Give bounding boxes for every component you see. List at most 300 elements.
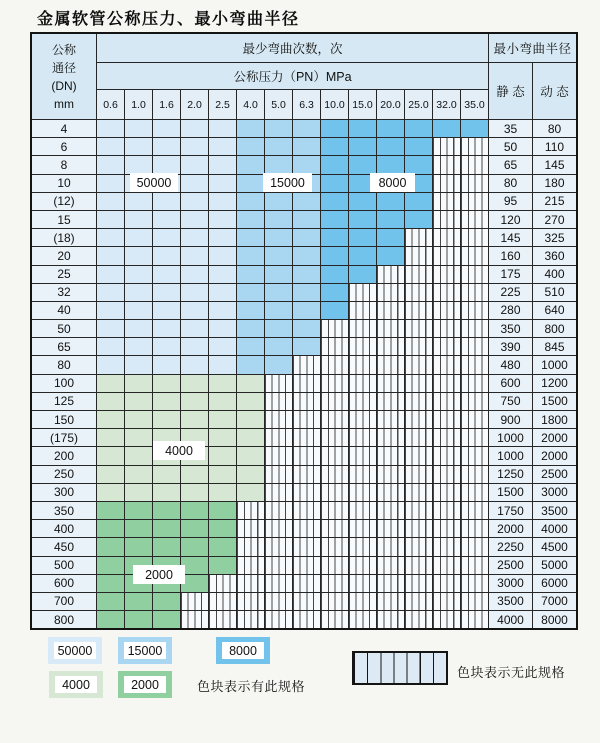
no-spec-cell <box>321 593 348 610</box>
bend-spec-cell <box>125 229 152 246</box>
bend-spec-cell <box>181 320 208 337</box>
bend-spec-cell <box>321 120 348 137</box>
bend-spec-cell <box>97 302 124 319</box>
no-spec-cell <box>321 520 348 537</box>
no-spec-cell <box>377 466 404 483</box>
no-spec-cell <box>349 575 376 592</box>
no-spec-cell <box>349 447 376 464</box>
bend-spec-cell <box>265 266 292 283</box>
dn-cell: 10 <box>32 175 96 192</box>
bend-spec-cell <box>125 429 152 446</box>
legend-swatch-50000 <box>48 637 102 664</box>
region-label-15000: 15000 <box>263 173 312 192</box>
dn-cell: 100 <box>32 375 96 392</box>
bend-spec-cell <box>97 375 124 392</box>
bend-spec-cell <box>349 120 376 137</box>
bend-spec-cell <box>209 466 236 483</box>
no-spec-cell <box>405 229 432 246</box>
no-spec-cell <box>461 138 488 155</box>
bend-spec-cell <box>125 302 152 319</box>
no-spec-cell <box>321 557 348 574</box>
bend-spec-cell <box>97 429 124 446</box>
no-spec-cell <box>237 538 264 555</box>
bend-spec-cell <box>237 411 264 428</box>
dynamic-value-cell: 4000 <box>533 520 576 537</box>
no-spec-cell <box>377 557 404 574</box>
dn-cell: 250 <box>32 466 96 483</box>
bend-spec-cell <box>377 156 404 173</box>
no-spec-cell <box>405 356 432 373</box>
no-spec-cell <box>433 229 460 246</box>
bend-spec-cell <box>321 229 348 246</box>
no-spec-cell <box>293 393 320 410</box>
no-spec-cell <box>293 375 320 392</box>
legend-swatch-label: 4000 <box>55 676 97 693</box>
bend-spec-cell <box>265 247 292 264</box>
no-spec-cell <box>265 538 292 555</box>
bend-spec-cell <box>237 375 264 392</box>
no-spec-cell <box>265 375 292 392</box>
no-spec-cell <box>433 211 460 228</box>
bend-spec-cell <box>349 138 376 155</box>
bend-spec-cell <box>209 375 236 392</box>
no-spec-cell <box>349 429 376 446</box>
no-spec-cell <box>433 520 460 537</box>
legend-swatch-label: 50000 <box>54 642 96 659</box>
bend-spec-cell <box>97 193 124 210</box>
dynamic-value-cell: 2500 <box>533 466 576 483</box>
bend-spec-cell <box>153 502 180 519</box>
bend-spec-cell <box>237 393 264 410</box>
static-value-cell: 750 <box>489 393 532 410</box>
no-spec-cell <box>349 520 376 537</box>
no-spec-cell <box>461 611 488 628</box>
bend-spec-cell <box>153 538 180 555</box>
bend-spec-cell <box>349 266 376 283</box>
no-spec-cell <box>405 284 432 301</box>
legend-swatch-15000 <box>118 637 172 664</box>
bend-spec-cell <box>293 266 320 283</box>
bend-cycles-header: 最少弯曲次数，次 <box>97 34 488 62</box>
no-spec-cell <box>461 466 488 483</box>
no-spec-cell <box>461 375 488 392</box>
bend-spec-cell <box>153 193 180 210</box>
bend-spec-cell <box>181 375 208 392</box>
no-spec-cell <box>293 411 320 428</box>
dn-cell: (18) <box>32 229 96 246</box>
no-spec-cell <box>405 447 432 464</box>
bend-spec-cell <box>125 211 152 228</box>
bend-spec-cell <box>237 466 264 483</box>
bend-spec-cell <box>237 120 264 137</box>
static-value-cell: 160 <box>489 247 532 264</box>
no-spec-cell <box>461 338 488 355</box>
bend-spec-cell <box>153 266 180 283</box>
no-spec-cell <box>265 466 292 483</box>
no-spec-cell <box>321 375 348 392</box>
bend-spec-cell <box>97 557 124 574</box>
bend-spec-cell <box>293 229 320 246</box>
bend-spec-cell <box>181 356 208 373</box>
no-spec-cell <box>405 375 432 392</box>
no-spec-cell <box>321 484 348 501</box>
no-spec-cell <box>237 593 264 610</box>
bend-spec-cell <box>181 466 208 483</box>
bend-spec-cell <box>125 356 152 373</box>
no-spec-cell <box>377 284 404 301</box>
no-spec-cell <box>377 429 404 446</box>
bend-spec-cell <box>181 211 208 228</box>
dynamic-value-cell: 110 <box>533 138 576 155</box>
bend-spec-cell <box>153 320 180 337</box>
no-spec-cell <box>461 393 488 410</box>
no-spec-cell <box>265 429 292 446</box>
bend-spec-cell <box>97 411 124 428</box>
no-spec-cell <box>405 338 432 355</box>
spec-table-grid <box>30 32 578 630</box>
no-spec-cell <box>349 593 376 610</box>
bend-spec-cell <box>209 120 236 137</box>
bend-spec-cell <box>209 175 236 192</box>
no-spec-cell <box>265 484 292 501</box>
static-value-cell: 4000 <box>489 611 532 628</box>
bend-spec-cell <box>97 520 124 537</box>
no-spec-cell <box>349 302 376 319</box>
static-value-cell: 145 <box>489 229 532 246</box>
bend-spec-cell <box>153 375 180 392</box>
bend-spec-cell <box>209 247 236 264</box>
dn-header-line: mm <box>54 96 74 111</box>
bend-spec-cell <box>377 138 404 155</box>
dn-cell: 32 <box>32 284 96 301</box>
no-spec-cell <box>433 538 460 555</box>
pressure-col-header-2.0: 2.0 <box>181 90 208 119</box>
bend-spec-cell <box>97 320 124 337</box>
no-spec-cell <box>433 156 460 173</box>
bend-spec-cell <box>125 120 152 137</box>
bend-spec-cell <box>125 466 152 483</box>
dn-cell: 50 <box>32 320 96 337</box>
bend-spec-cell <box>181 156 208 173</box>
bend-spec-cell <box>125 593 152 610</box>
static-value-cell: 80 <box>489 175 532 192</box>
pressure-col-header-1.6: 1.6 <box>153 90 180 119</box>
static-value-cell: 3000 <box>489 575 532 592</box>
no-spec-cell <box>405 411 432 428</box>
no-spec-cell <box>405 538 432 555</box>
no-spec-cell <box>321 320 348 337</box>
bend-spec-cell <box>153 356 180 373</box>
bend-spec-cell <box>125 447 152 464</box>
no-spec-cell <box>433 302 460 319</box>
no-spec-cell <box>293 484 320 501</box>
no-spec-cell <box>377 375 404 392</box>
no-spec-cell <box>405 320 432 337</box>
no-spec-cell <box>321 429 348 446</box>
no-spec-cell <box>433 356 460 373</box>
dynamic-value-cell: 2000 <box>533 447 576 464</box>
legend-swatch-label: 8000 <box>222 642 264 659</box>
bend-spec-cell <box>349 211 376 228</box>
static-value-cell: 65 <box>489 156 532 173</box>
no-spec-cell <box>377 320 404 337</box>
bend-spec-cell <box>181 538 208 555</box>
bend-spec-cell <box>209 484 236 501</box>
bend-spec-cell <box>97 138 124 155</box>
bend-spec-cell <box>237 484 264 501</box>
bend-spec-cell <box>153 466 180 483</box>
bend-spec-cell <box>181 193 208 210</box>
dn-cell: 450 <box>32 538 96 555</box>
bend-spec-cell <box>293 320 320 337</box>
no-spec-cell <box>405 557 432 574</box>
no-spec-cell <box>461 429 488 446</box>
bend-spec-cell <box>125 375 152 392</box>
static-value-cell: 900 <box>489 411 532 428</box>
no-spec-cell <box>265 520 292 537</box>
static-value-cell: 480 <box>489 356 532 373</box>
no-spec-cell <box>433 611 460 628</box>
no-spec-cell <box>433 320 460 337</box>
no-spec-cell <box>321 466 348 483</box>
dynamic-value-cell: 510 <box>533 284 576 301</box>
bend-spec-cell <box>153 411 180 428</box>
dn-cell: 125 <box>32 393 96 410</box>
no-spec-cell <box>461 411 488 428</box>
no-spec-cell <box>433 247 460 264</box>
dn-header-line: 公称 <box>51 42 76 57</box>
dn-header-line: 通径 <box>51 60 76 75</box>
bend-spec-cell <box>153 156 180 173</box>
dn-cell: 800 <box>32 611 96 628</box>
no-spec-cell <box>321 393 348 410</box>
legend-swatch-label: 2000 <box>124 676 166 693</box>
no-spec-cell <box>349 466 376 483</box>
no-spec-cell <box>461 447 488 464</box>
no-spec-cell <box>461 356 488 373</box>
bend-spec-cell <box>97 175 124 192</box>
bend-spec-cell <box>97 611 124 628</box>
bend-spec-cell <box>181 393 208 410</box>
no-spec-cell <box>349 356 376 373</box>
bend-spec-cell <box>209 502 236 519</box>
bend-spec-cell <box>209 411 236 428</box>
dynamic-value-cell: 800 <box>533 320 576 337</box>
dynamic-value-cell: 4500 <box>533 538 576 555</box>
dn-cell: 500 <box>32 557 96 574</box>
static-column-header: 静 态 <box>489 63 532 119</box>
bend-spec-cell <box>153 247 180 264</box>
dn-header-line: (DN) <box>51 78 77 93</box>
region-label-2000: 2000 <box>133 565 185 584</box>
bend-spec-cell <box>153 211 180 228</box>
no-spec-cell <box>265 502 292 519</box>
dn-column-header <box>32 34 96 119</box>
no-spec-cell <box>237 575 264 592</box>
legend-swatch-label: 15000 <box>124 642 166 659</box>
dn-cell: 20 <box>32 247 96 264</box>
bend-spec-cell <box>265 229 292 246</box>
bend-spec-cell <box>265 284 292 301</box>
no-spec-cell <box>265 393 292 410</box>
bend-spec-cell <box>209 557 236 574</box>
static-value-cell: 35 <box>489 120 532 137</box>
dynamic-value-cell: 1800 <box>533 411 576 428</box>
static-value-cell: 2000 <box>489 520 532 537</box>
bend-spec-cell <box>181 502 208 519</box>
bend-spec-cell <box>349 229 376 246</box>
no-spec-cell <box>321 338 348 355</box>
no-spec-cell <box>377 611 404 628</box>
no-spec-cell <box>349 411 376 428</box>
dn-cell: 15 <box>32 211 96 228</box>
legend-no-spec-text: 色块表示无此规格 <box>457 665 566 680</box>
no-spec-cell <box>461 557 488 574</box>
no-spec-cell <box>433 447 460 464</box>
no-spec-cell <box>237 611 264 628</box>
no-spec-cell <box>377 484 404 501</box>
dynamic-value-cell: 180 <box>533 175 576 192</box>
no-spec-cell <box>433 593 460 610</box>
bend-spec-cell <box>237 247 264 264</box>
no-spec-cell <box>377 338 404 355</box>
no-spec-cell <box>405 429 432 446</box>
bend-spec-cell <box>181 411 208 428</box>
legend-no-spec-swatch <box>352 651 448 685</box>
bend-spec-cell <box>293 193 320 210</box>
bend-spec-cell <box>97 266 124 283</box>
bend-spec-cell <box>293 138 320 155</box>
no-spec-cell <box>433 284 460 301</box>
pressure-col-header-0.6: 0.6 <box>97 90 124 119</box>
dynamic-value-cell: 7000 <box>533 593 576 610</box>
bend-spec-cell <box>97 229 124 246</box>
no-spec-cell <box>461 538 488 555</box>
bend-spec-cell <box>153 284 180 301</box>
no-spec-cell <box>293 538 320 555</box>
bend-spec-cell <box>181 338 208 355</box>
bend-spec-cell <box>237 229 264 246</box>
bend-spec-cell <box>97 393 124 410</box>
no-spec-cell <box>377 447 404 464</box>
no-spec-cell <box>405 266 432 283</box>
bend-spec-cell <box>209 302 236 319</box>
legend-has-spec-text: 色块表示有此规格 <box>197 679 306 694</box>
no-spec-cell <box>293 593 320 610</box>
no-spec-cell <box>181 611 208 628</box>
bend-spec-cell <box>97 484 124 501</box>
bend-spec-cell <box>125 538 152 555</box>
bend-spec-cell <box>181 120 208 137</box>
static-value-cell: 1000 <box>489 429 532 446</box>
bend-spec-cell <box>377 247 404 264</box>
spec-table <box>30 32 578 630</box>
no-spec-cell <box>293 557 320 574</box>
bend-spec-cell <box>153 393 180 410</box>
no-spec-cell <box>377 411 404 428</box>
dynamic-value-cell: 6000 <box>533 575 576 592</box>
no-spec-cell <box>349 393 376 410</box>
static-value-cell: 390 <box>489 338 532 355</box>
bend-spec-cell <box>265 338 292 355</box>
dn-cell: 4 <box>32 120 96 137</box>
bend-spec-cell <box>237 338 264 355</box>
static-value-cell: 95 <box>489 193 532 210</box>
bend-spec-cell <box>405 211 432 228</box>
bend-spec-cell <box>209 393 236 410</box>
legend-swatch-4000 <box>49 671 103 698</box>
bend-spec-cell <box>237 266 264 283</box>
no-spec-cell <box>433 557 460 574</box>
no-spec-cell <box>377 593 404 610</box>
pressure-col-header-32.0: 32.0 <box>433 90 460 119</box>
dn-cell: 600 <box>32 575 96 592</box>
no-spec-cell <box>405 520 432 537</box>
dynamic-value-cell: 2000 <box>533 429 576 446</box>
region-label-8000: 8000 <box>370 173 415 192</box>
bend-spec-cell <box>209 429 236 446</box>
no-spec-cell <box>293 466 320 483</box>
no-spec-cell <box>433 375 460 392</box>
dynamic-value-cell: 3500 <box>533 502 576 519</box>
bend-spec-cell <box>237 138 264 155</box>
bend-spec-cell <box>293 120 320 137</box>
no-spec-cell <box>293 520 320 537</box>
no-spec-cell <box>321 611 348 628</box>
dn-cell: 400 <box>32 520 96 537</box>
bend-spec-cell <box>461 120 488 137</box>
bend-spec-cell <box>405 120 432 137</box>
no-spec-cell <box>349 375 376 392</box>
bend-spec-cell <box>377 229 404 246</box>
bend-spec-cell <box>293 284 320 301</box>
dynamic-value-cell: 80 <box>533 120 576 137</box>
no-spec-cell <box>209 593 236 610</box>
pressure-col-header-25.0: 25.0 <box>405 90 432 119</box>
bend-spec-cell <box>125 393 152 410</box>
bend-spec-cell <box>433 120 460 137</box>
bend-spec-cell <box>321 156 348 173</box>
static-value-cell: 280 <box>489 302 532 319</box>
no-spec-cell <box>377 356 404 373</box>
dynamic-value-cell: 360 <box>533 247 576 264</box>
no-spec-cell <box>237 520 264 537</box>
dn-cell: 700 <box>32 593 96 610</box>
dn-cell: 25 <box>32 266 96 283</box>
static-value-cell: 1000 <box>489 447 532 464</box>
no-spec-cell <box>321 538 348 555</box>
dn-cell: 6 <box>32 138 96 155</box>
bend-spec-cell <box>97 466 124 483</box>
bend-spec-cell <box>405 193 432 210</box>
bend-spec-cell <box>125 284 152 301</box>
no-spec-cell <box>377 393 404 410</box>
bend-spec-cell <box>209 538 236 555</box>
dn-cell: (175) <box>32 429 96 446</box>
no-spec-cell <box>433 175 460 192</box>
bend-spec-cell <box>97 575 124 592</box>
bend-spec-cell <box>321 266 348 283</box>
dynamic-value-cell: 325 <box>533 229 576 246</box>
no-spec-cell <box>433 411 460 428</box>
no-spec-cell <box>237 557 264 574</box>
no-spec-cell <box>461 229 488 246</box>
bend-spec-cell <box>209 211 236 228</box>
no-spec-cell <box>321 502 348 519</box>
pressure-col-header-2.5: 2.5 <box>209 90 236 119</box>
dn-cell: 300 <box>32 484 96 501</box>
bend-spec-cell <box>153 338 180 355</box>
